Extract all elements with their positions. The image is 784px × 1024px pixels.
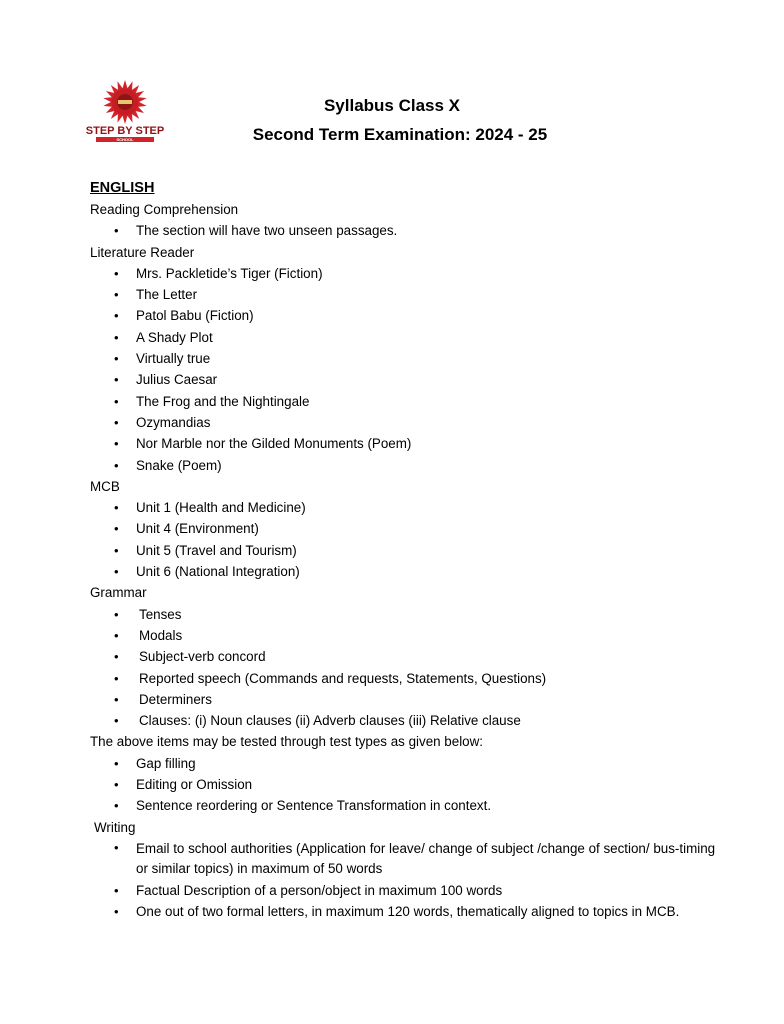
- list-item: • The Letter: [90, 284, 730, 305]
- list-item: • Unit 5 (Travel and Tourism): [90, 540, 730, 561]
- list-item: • Clauses: (i) Noun clauses (ii) Adverb clauses (iii) Relative clause: [90, 710, 730, 731]
- list-item: • Factual Description of a person/object in maximum 100 words: [90, 880, 730, 901]
- subject-heading: ENGLISH: [90, 180, 155, 196]
- writing-list: [90, 838, 730, 923]
- section-heading-mcb: MCB: [90, 478, 120, 494]
- list-item: • Determiners: [90, 689, 730, 710]
- list-item: • Unit 4 (Environment): [90, 518, 730, 539]
- list-item: • Reported speech (Commands and requests, Statements, Questions): [90, 668, 730, 689]
- test-types-list: [90, 753, 730, 817]
- section-heading-writing: Writing: [94, 819, 136, 835]
- list-item: • Nor Marble nor the Gilded Monuments (Poem): [90, 433, 730, 454]
- section-heading-literature: Literature Reader: [90, 244, 195, 260]
- logo-wordmark: STEP BY STEP: [85, 125, 165, 137]
- mcb-list: [90, 497, 730, 582]
- logo-subtext: SCHOOL: [116, 137, 134, 143]
- list-item: • Ozymandias: [90, 412, 730, 433]
- reading-list: [90, 220, 730, 241]
- list-item: • Mrs. Packletide’s Tiger (Fiction): [90, 263, 730, 284]
- list-item: • Email to school authorities (Application for leave/ change of subject /change of section/ bus-timing or similar topics) in maximum of 50 words: [90, 838, 730, 880]
- page-subtitle: Second Term Examination: 2024 - 25: [252, 125, 548, 144]
- section-heading-test-types: The above items may be tested through test types as given below:: [90, 734, 484, 750]
- syllabus-content: [90, 177, 730, 923]
- list-item: • Unit 6 (National Integration): [90, 561, 730, 582]
- list-item: • Virtually true: [90, 348, 730, 369]
- list-item: • One out of two formal letters, in maximum 120 words, thematically aligned to topics in MCB.: [90, 901, 730, 922]
- list-item: • A Shady Plot: [90, 327, 730, 348]
- list-item: • Sentence reordering or Sentence Transformation in context.: [90, 795, 730, 816]
- section-heading-reading: Reading Comprehension: [90, 202, 239, 217]
- page-title: Syllabus Class X: [323, 96, 461, 115]
- list-item: • Snake (Poem): [90, 455, 730, 476]
- list-item: • Unit 1 (Health and Medicine): [90, 497, 730, 518]
- list-item: • Gap filling: [90, 753, 730, 774]
- list-item: • Modals: [90, 625, 730, 646]
- list-item: • The Frog and the Nightingale: [90, 391, 730, 412]
- list-item: • Subject-verb concord: [90, 646, 730, 667]
- list-item: • Julius Caesar: [90, 369, 730, 390]
- list-item: • The section will have two unseen passages.: [90, 220, 730, 241]
- literature-list: [90, 263, 730, 476]
- section-heading-grammar: Grammar: [90, 585, 147, 601]
- list-item: • Tenses: [90, 604, 730, 625]
- list-item: • Patol Babu (Fiction): [90, 305, 730, 326]
- grammar-list: [90, 604, 730, 732]
- list-item: • Editing or Omission: [90, 774, 730, 795]
